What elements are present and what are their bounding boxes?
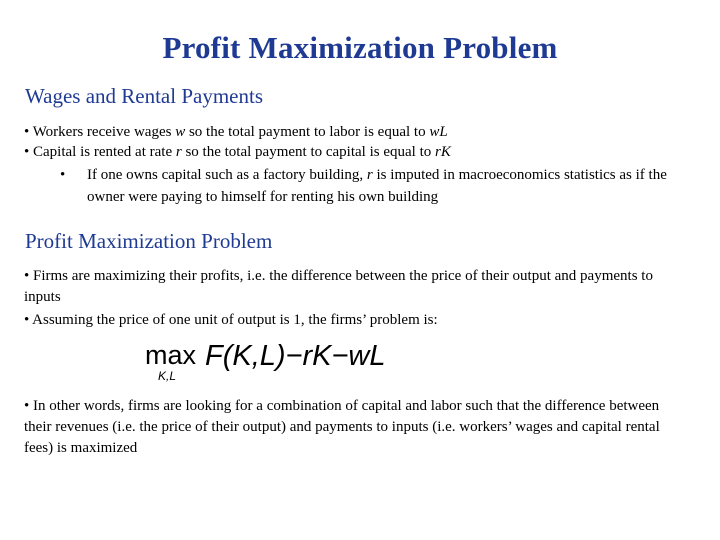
bullet-text: so the total payment to labor is equal to	[185, 124, 430, 140]
bullet-text: is imputed in macroeconomics statistics as if the owner were paying to himself for renting his own building	[87, 167, 667, 205]
bullet-marker: •	[60, 167, 66, 183]
formula-subscript: K,L	[158, 369, 177, 383]
bullet-text: • Workers receive wages	[24, 124, 176, 140]
section-heading-wages: Wages and Rental Payments	[25, 84, 264, 108]
bullet-in-other-words: • In other words, firms are looking for a combination of capital and labor such that the difference between their revenues (i.e. the price of their output) and payments to inputs (i.e. workers’ wages and capital rental fees) is maximized	[24, 398, 660, 456]
formula-op: max	[145, 340, 197, 370]
bullet-capital	[24, 142, 694, 163]
bullet-firms-problem: • Assuming the price of one unit of output is 1, the firms’ problem is:	[24, 312, 438, 328]
section-heading-profit: Profit Maximization Problem	[25, 229, 273, 253]
bullet-text: • Capital is rented at rate	[24, 144, 176, 160]
bullet-text: If one owns capital such as a factory building,	[87, 167, 367, 183]
variable: r	[366, 167, 373, 183]
variable: wL	[429, 124, 448, 140]
bullet-firms-maximizing: • Firms are maximizing their profits, i.e. the difference between the price of their output and payments to inputs	[24, 268, 653, 305]
bullet-text: so the total payment to capital is equal to	[181, 144, 435, 160]
slide-title: Profit Maximization Problem	[162, 30, 558, 65]
subbullet-imputed-rent	[60, 164, 677, 208]
profit-formula	[145, 334, 465, 386]
variable: r	[175, 144, 182, 160]
formula-body: F(K,L)−rK−wL	[205, 340, 386, 372]
variable: rK	[435, 144, 451, 160]
bullet-wages	[24, 122, 694, 143]
formula-graphic	[145, 334, 465, 386]
variable: w	[175, 124, 186, 140]
